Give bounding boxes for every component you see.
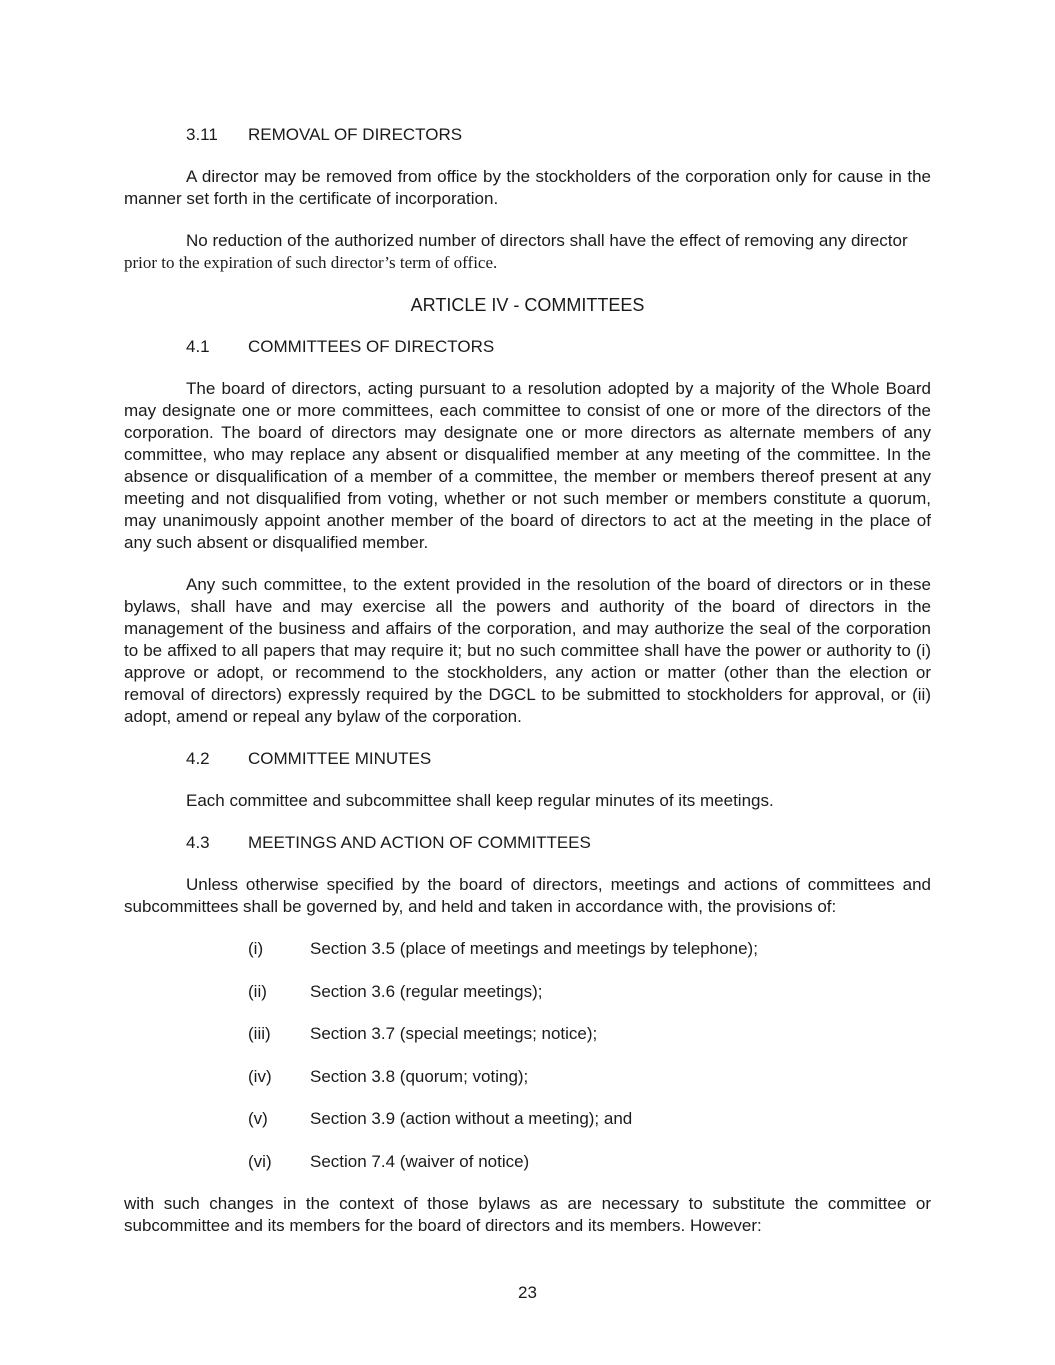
article-iv-title: ARTICLE IV - COMMITTEES	[410, 295, 645, 315]
section-4-3-paragraph-1: Unless otherwise specified by the board of directors, meetings and actions of committees and subcommittees shall be governed by, and held and taken in accordance with, the provisions of:	[124, 875, 931, 916]
list-item	[248, 1151, 931, 1173]
list-item-text: Section 3.8 (quorum; voting);	[310, 1066, 529, 1086]
list-item	[248, 1023, 931, 1045]
section-number: 4.3	[186, 833, 210, 852]
list-item-numeral: (iii)	[248, 1024, 271, 1043]
paragraph-text-end: prior to the expiration of such director’s term of office.	[124, 253, 498, 272]
list-item-numeral: (v)	[248, 1109, 268, 1128]
section-4-1-paragraph-1: The board of directors, acting pursuant to a resolution adopted by a majority of the Whole Board may designate one or more committees, each committee to consist of one or more of the directors of the corporation. The board of directors may designate one or more directors as alternate members of any committee, who may replace any absent or disqualified member at any meeting of the committee. In the absence or disqualification of a member of a committee, the member or members thereof present at any meeting and not disqualified from voting, whether or not such member or members constitute a quorum, may unanimously appoint another member of the board of directors to act at the meeting in the place of any such absent or disqualified member.	[124, 379, 931, 552]
list-item	[248, 1108, 931, 1130]
list-item-text: Section 3.9 (action without a meeting); and	[310, 1109, 633, 1128]
document-page	[124, 124, 931, 1257]
section-4-2-paragraph-1: Each committee and subcommittee shall keep regular minutes of its meetings.	[186, 791, 774, 810]
list-item	[248, 981, 931, 1003]
list-item	[248, 1066, 931, 1088]
section-title: COMMITTEE MINUTES	[248, 749, 432, 768]
provisions-list	[124, 938, 931, 1173]
section-title: REMOVAL OF DIRECTORS	[248, 125, 463, 144]
section-title: MEETINGS AND ACTION OF COMMITTEES	[248, 833, 591, 852]
section-4-2-heading	[124, 748, 931, 770]
section-number: 4.2	[186, 749, 210, 768]
list-item-numeral: (ii)	[248, 981, 267, 1001]
page-number: 23	[518, 1283, 537, 1302]
list-item-text: Section 3.6 (regular meetings);	[310, 981, 543, 1001]
list-item-text: Section 7.4 (waiver of notice)	[310, 1151, 530, 1171]
list-item-numeral: (i)	[248, 939, 264, 958]
list-item-text: Section 3.5 (place of meetings and meetings by telephone);	[310, 939, 758, 958]
section-4-3-heading	[124, 832, 931, 854]
section-number: 4.1	[186, 337, 210, 356]
section-4-1-heading	[124, 336, 931, 358]
section-4-1-paragraph-2: Any such committee, to the extent provided in the resolution of the board of directors or in these bylaws, shall have and may exercise all the powers and authority of the board of directors in the management of the business and affairs of the corporation, and may authorize the seal of the corporation to be affixed to all papers that may require it; but no such committee shall have the power or authority to (i) approve or adopt, or recommend to the stockholders, any action or matter (other than the election or removal of directors) expressly required by the DGCL to be submitted to stockholders for approval, or (ii) adopt, amend or repeal any bylaw of the corporation.	[124, 575, 931, 726]
section-3-11-paragraph-1: A director may be removed from office by the stockholders of the corporation only for cause in the manner set forth in the certificate of incorporation.	[124, 167, 931, 208]
paragraph-text-start: No reduction of the authorized number of directors shall have the effect of removing any director	[186, 231, 908, 250]
list-item-text: Section 3.7 (special meetings; notice);	[310, 1024, 598, 1043]
list-item-numeral: (iv)	[248, 1066, 272, 1086]
section-4-3-paragraph-2: with such changes in the context of those bylaws as are necessary to substitute the committee or subcommittee and its members for the board of directors and its members. However:	[124, 1194, 931, 1235]
section-3-11-paragraph-2	[124, 230, 931, 274]
list-item-numeral: (vi)	[248, 1151, 272, 1171]
section-number: 3.11	[186, 125, 218, 144]
section-3-11-heading	[124, 124, 931, 146]
section-title: COMMITTEES OF DIRECTORS	[248, 337, 495, 356]
list-item	[248, 938, 931, 960]
